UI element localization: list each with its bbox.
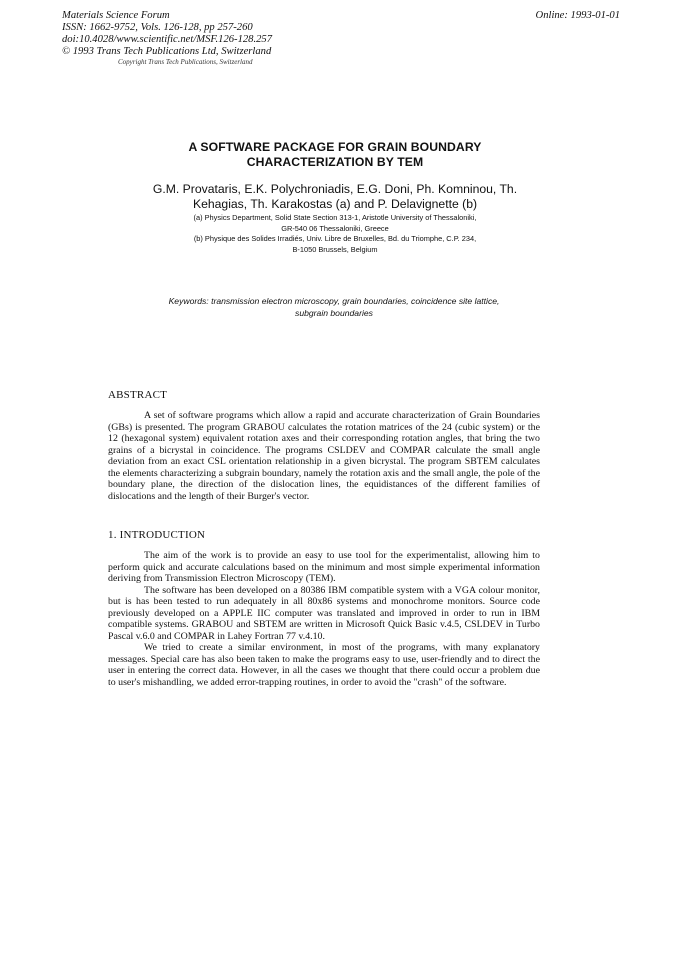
authors-line-2: Kehagias, Th. Karakostas (a) and P. Delavignette (b) xyxy=(192,197,478,211)
doi-line[interactable]: doi:10.4028/www.scientific.net/MSF.126-128.257 xyxy=(62,34,272,45)
abstract-paragraph: A set of software programs which allow a rapid and accurate characterization of Grain Boundaries (GBs) is presented. The program GRABOU calculates the rotation matrices of the 24 (cubic system) or the 12 (hexagonal system) equivalent rotation axes and their corresponding rotation angles, that bring the two grains of a bicrystal in coincidence. The programs CSLDEV and COMPAR calculate the small angle deviation from an exact CSL orientation relationship in a given bicrystal. The program SBTEM calculates the elements characterizing a subgrain boundary, namely the rotation axis and the small angle, the pole of the boundary plane, the direction of the dislocation lines, the equidistances of the different families of dislocations and the length of their Burger's vector. xyxy=(108,410,540,502)
introduction-heading: 1. INTRODUCTION xyxy=(108,529,206,541)
keywords-line-2: subgrain boundaries xyxy=(295,307,373,318)
keywords-line-1: Keywords: transmission electron microscopy, grain boundaries, coincidence site lattice, xyxy=(168,296,500,306)
introduction-body xyxy=(108,550,540,688)
affiliations xyxy=(110,213,560,255)
copyright-strip: Copyright Trans Tech Publications, Switzerland xyxy=(118,58,253,66)
affiliation-b-line-1: (b) Physique des Solides Irradiés, Univ. Libre de Bruxelles, Bd. du Triomphe, C.P. 234, xyxy=(193,234,477,244)
online-date: Online: 1993-01-01 xyxy=(535,10,620,21)
paper-title xyxy=(100,140,570,170)
introduction-paragraph-2: The software has been developed on a 80386 IBM compatible system with a VGA colour monitor, but is has been tested to run adequately in all 80x86 systems and monochrome monitors. Source code previously developed on a APPLE IIC computer was translated and improved in order to run in IBM compatible systems. GRABOU and SBTEM are written in Microsoft Quick Basic v.4.5, CSLDEV in Turbo Pascal v.6.0 and COMPAR in Lahey Fortran 77 v.4.10. xyxy=(108,584,540,642)
journal-name: Materials Science Forum xyxy=(62,10,170,21)
issn-line: ISSN: 1662-9752, Vols. 126-128, pp 257-260 xyxy=(62,22,253,33)
introduction-paragraph-3: We tried to create a similar environment, in most of the programs, with many explanatory messages. Special care has also been taken to make the programs easy to use, user-friendly and to direct the user in entering the correct data. However, in all the cases we thought that there could occur a problem due to user's mishandling, we added error-trapping routines, in order to avoid the "crash" of the software. xyxy=(108,642,540,688)
publication-header xyxy=(62,10,382,58)
introduction-paragraph-1: The aim of the work is to provide an easy to use tool for the experimentalist, allowing him to perform quick and accurate calculations based on the minimum and most simple experimental information deriving from Transmission Electron Microscopy (TEM). xyxy=(108,550,540,584)
affiliation-b-line-2: B-1050 Brussels, Belgium xyxy=(292,244,378,254)
abstract-heading: ABSTRACT xyxy=(108,389,168,401)
keywords xyxy=(118,296,550,319)
title-line-1: A SOFTWARE PACKAGE FOR GRAIN BOUNDARY xyxy=(188,140,482,154)
affiliation-a-line-1: (a) Physics Department, Solid State Section 313-1, Aristotle University of Thessaloniki, xyxy=(193,213,477,222)
affiliation-a-line-2: GR-540 06 Thessaloniki, Greece xyxy=(281,223,389,233)
copyright-line: © 1993 Trans Tech Publications Ltd, Switzerland xyxy=(62,46,272,57)
abstract-body xyxy=(108,410,540,502)
authors-line-1: G.M. Provataris, E.K. Polychroniadis, E.G. Doni, Ph. Komninou, Th. xyxy=(152,182,518,196)
title-line-2: CHARACTERIZATION BY TEM xyxy=(246,155,424,169)
author-list xyxy=(110,182,560,212)
